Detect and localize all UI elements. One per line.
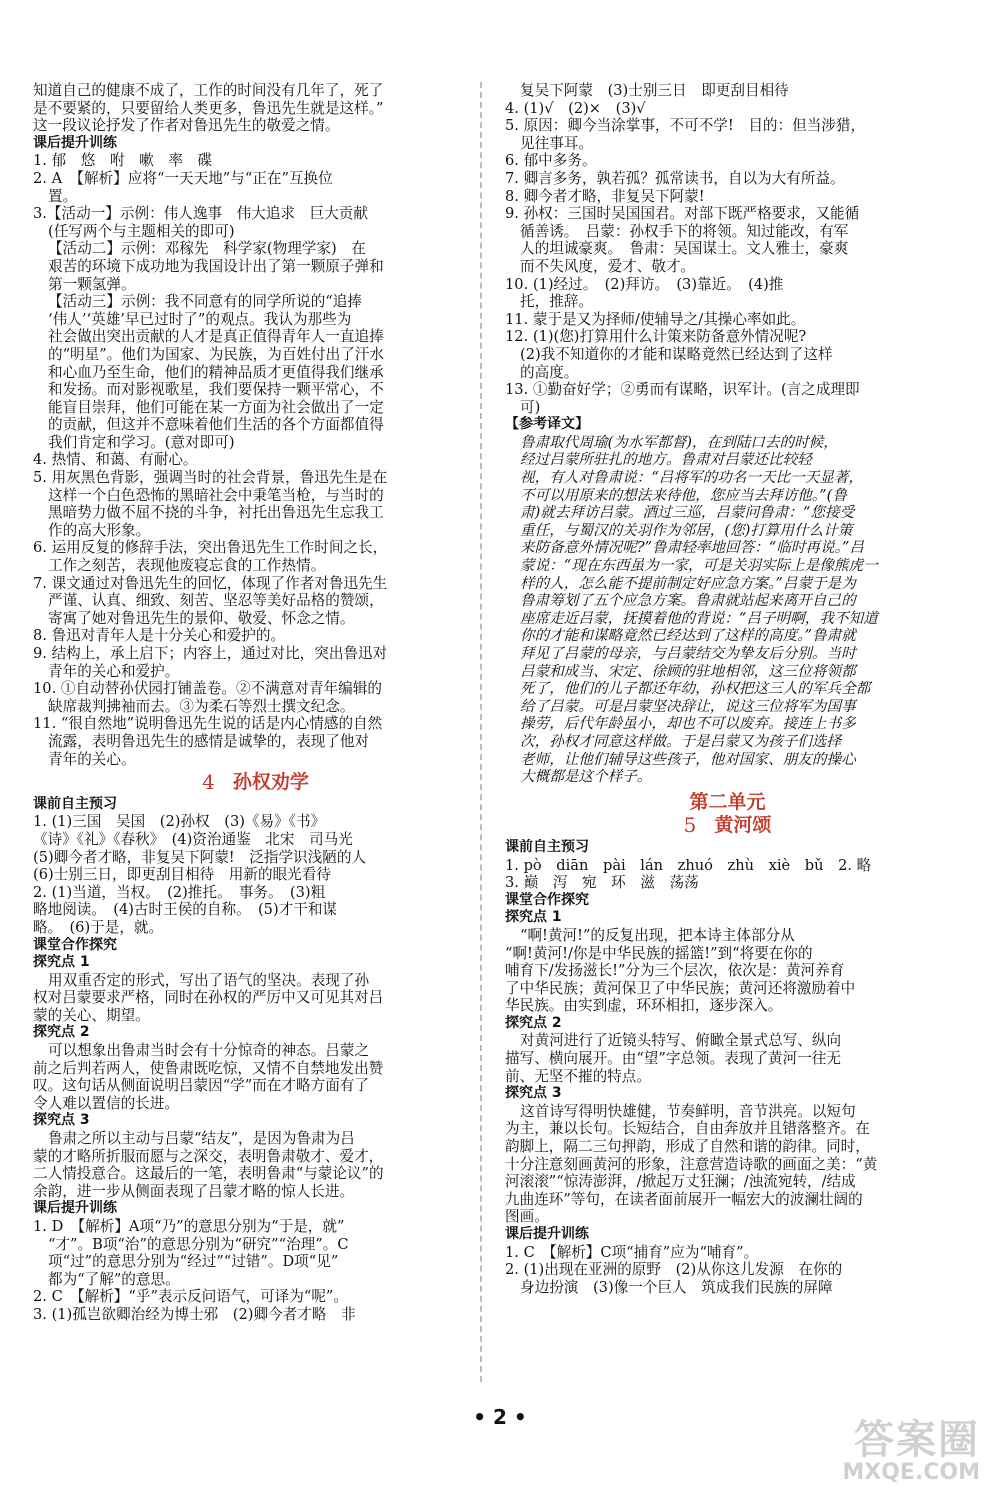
watermark-text: 答案圈 xyxy=(854,1417,980,1463)
answer-line: 韵脚上，隔二三句押韵，形成了自然和谐的韵律。同时， xyxy=(505,1138,870,1156)
translation-line: 座席走近吕蒙，抚摸着他的背说：“吕子明啊，我不知道 xyxy=(520,609,878,627)
answer-line: 图画。 xyxy=(505,1208,549,1226)
translation-line: 操劳，后代年龄虽小，却也不可以废弃。接连上书多 xyxy=(520,715,856,733)
answer-line: 9. 结构上，承上启下；内容上，通过对比，突出鲁迅对 xyxy=(33,645,388,662)
section-heading: 探究点 3 xyxy=(33,1112,90,1129)
answer-line: 4. 热情、和蔼、有耐心。 xyxy=(33,451,198,469)
answer-line-continued: 第一颗氢弹。 xyxy=(48,275,136,293)
answer-line-continued: 艰苦的环境下成功地为我国设计出了第一颗原子弹和 xyxy=(48,257,384,275)
answer-line-continued: 作的高大形象。 xyxy=(48,521,151,539)
answer-line-continued: 复吴下阿蒙 (3)士别三日 即更刮目相待 xyxy=(520,82,789,99)
answer-line-continued: 工作之刻苦，表现他废寝忘食的工作热情。 xyxy=(48,557,326,575)
answer-line-continued: 【活动二】示例：邓稼先 科学家(物理学家) 在 xyxy=(48,240,366,258)
translation-line: 蒙说：“现在东西虽为一家，可是关羽实际上是像熊虎一 xyxy=(520,557,878,575)
answer-line: 3. (1)孤岂欲卿治经为博士邪 (2)卿今者才略 非 xyxy=(33,1305,356,1323)
translation-line: 死了，他们的儿子都还年幼，孙权把这三人的军兵全都 xyxy=(520,680,871,698)
answer-line-continued: 能盲目崇拜，他们可能在某一方面为社会做出了一定 xyxy=(48,398,384,416)
answer-line-continued: 和发扬。而对影视歌星，我们要保持一颗平常心，不 xyxy=(48,381,384,399)
page-number: • 2 • xyxy=(473,1405,527,1429)
answer-line: 蒙的才略所折服而愿与之深交，表明鲁肃敬才、爱才， xyxy=(33,1147,384,1165)
answer-line-continued: 托，推辞。 xyxy=(520,293,593,311)
answer-line-continued: 而不失风度，爱才、敬才。 xyxy=(520,257,696,275)
answer-line: 权对吕蒙要求严格，同时在孙权的严厉中又可见其对吕 xyxy=(33,989,384,1007)
translation-line: 不可以用原来的想法来待他，您应当去拜访他。”(鲁 xyxy=(520,486,847,504)
answer-line-continued: 对黄河进行了近镜头特写、俯瞰全景式总写、纵向 xyxy=(520,1032,842,1050)
answer-line-continued: 可) xyxy=(520,398,541,416)
answer-line-continued: 用双重否定的形式，写出了语气的坚决。表现了孙 xyxy=(48,971,370,989)
answer-line-continued: 寄寓了她对鲁迅先生的景仰、敬爱、怀念之情。 xyxy=(48,609,355,627)
answer-line-continued: 的高度。 xyxy=(520,363,579,381)
answer-line-continued: 流露，表明鲁迅先生的感情是诚挚的，表现了他对 xyxy=(48,732,370,750)
answer-line: 叹。这句话从侧面说明吕蒙因“学”而在才略方面有了 xyxy=(33,1077,369,1095)
section-heading: 课前自主预习 xyxy=(33,795,117,812)
section-heading: 探究点 2 xyxy=(33,1024,90,1041)
translation-line: 鲁肃取代周瑜(为水军都督)，在到陆口去的时候， xyxy=(520,433,838,451)
answer-line-continued: 可以想象出鲁肃当时会有十分惊奇的神态。吕蒙之 xyxy=(48,1042,370,1060)
lesson-number: 5 xyxy=(683,813,697,838)
answer-line: 1. pò diān pài lán zhuó zhù xiè bǔ 2. 略 xyxy=(505,856,872,874)
translation-line: 鲁肃筹划了五个应急方案。鲁肃就站起来离开自己的 xyxy=(520,592,856,610)
answer-line: 6. 运用反复的修辞手法，突出鲁迅先生工作时间之长， xyxy=(33,539,388,557)
watermark-logo xyxy=(810,1408,980,1488)
section-heading: 课前自主预习 xyxy=(505,838,589,855)
unit-title: 第二单元 xyxy=(689,790,766,813)
answer-line: 前之后判若两人，使鲁肃既吃惊，又情不自禁地发出赞 xyxy=(33,1059,384,1077)
answer-line-continued: 黑暗势力做不屈不挠的斗争，衬托出鲁迅先生忘我工 xyxy=(48,504,384,522)
answer-line: 略地阅读。 (4)古时王侯的自称。 (5)才干和谋 xyxy=(33,901,338,919)
answer-line: 了中华民族；黄河保卫了中华民族；黄河还将激励着中 xyxy=(505,979,856,997)
answer-line: 1. D 【解析】A项“乃”的意思分别为“于是，就” xyxy=(33,1218,345,1235)
translation-line: 大概都是这个样子。 xyxy=(520,768,652,786)
answer-line-continued: 都为“了解”的意思。 xyxy=(48,1270,180,1288)
answer-line: 二人情投意合。这最后的一笔，表明鲁肃“与蒙论议”的 xyxy=(33,1165,384,1183)
answer-line: 华民族。由实到虚，环环相扣，逐步深入。 xyxy=(505,997,783,1015)
answer-line-continued: 【活动三】示例：我不同意有的同学所说的“追捧 xyxy=(48,293,362,311)
answer-line: 九曲连环”等句，在读者面前展开一幅宏大的波澜壮阔的 xyxy=(505,1190,863,1208)
answer-line: 前、无坚不摧的特点。 xyxy=(505,1067,651,1085)
answer-line: 5. 用灰黑色背影，强调当时的社会背景，鲁迅先生是在 xyxy=(33,469,388,487)
answer-line: 哺育下/发扬滋长!”分为三个层次，依次是：黄河养育 xyxy=(505,962,845,980)
answer-line: 9. 孙权：三国时吴国国君。对部下既严格要求，又能循 xyxy=(505,205,860,223)
answer-line-continued: 青年的关心。 xyxy=(48,750,136,768)
answer-line: 十分注意刻画黄河的形象，注意营造诗歌的画面之美：“黄 xyxy=(505,1155,878,1173)
answer-line: 2. (1)当道，当权。 (2)推托。 事务。 (3)粗 xyxy=(33,883,326,901)
section-heading: 探究点 1 xyxy=(33,954,90,971)
answer-line: 8. 鲁迅对青年人是十分关心和爱护的。 xyxy=(33,627,286,645)
answer-line-continued: (2)我不知道你的才能和谋略竟然已经达到了这样 xyxy=(520,345,833,363)
translation-line: 经过吕蒙所驻扎的地方。鲁肃对吕蒙还比较轻 xyxy=(520,451,812,469)
answer-line-continued: 置。 xyxy=(48,187,78,205)
answer-line: 7. 课文通过对鲁迅先生的回忆，体现了作者对鲁迅先生 xyxy=(33,574,388,592)
answer-line: 6. 郁中多务。 xyxy=(505,152,597,170)
answer-line: 略。 (6)于是，就。 xyxy=(33,918,164,936)
answer-line: (5)卿今者才略，非复吴下阿蒙! 泛指学识浅陋的人 xyxy=(33,848,367,866)
answer-line-continued: 见往事耳。 xyxy=(520,134,593,152)
translation-line: 来防备意外情况呢?”鲁肃轻率地回答：“临时再说。”吕 xyxy=(520,539,864,557)
answer-line: 蒙的关心、期望。 xyxy=(33,1006,150,1024)
answer-line-continued: 循善诱。 吕蒙：孙权手下的将领。知过能改，有军 xyxy=(520,222,849,240)
answer-line: 知道自己的健康不成了，工作的时间没有几年了，死了 xyxy=(33,82,384,99)
answer-line-continued: 严谨、认真、细致、刻苦、坚忍等美好品格的赞颂， xyxy=(48,592,384,610)
answer-line-continued: 青年的关心和爱护。 xyxy=(48,662,180,680)
translation-line: 肃)就去拜访吕蒙。酒过三巡，吕蒙问鲁肃：“您接受 xyxy=(520,504,855,522)
right-column xyxy=(505,82,950,1296)
answer-line: 令人难以置信的长进。 xyxy=(33,1094,179,1112)
answer-line: 7. 卿言多务，孰若孤？孤常读书，自以为大有所益。 xyxy=(505,169,845,187)
section-heading: 探究点 1 xyxy=(505,909,562,926)
answer-line: 11. 蒙于是又为择师/使辅导之/其操心率如此。 xyxy=(505,310,806,328)
translation-line: 样的人，怎么能不提前制定好应急方案。”吕蒙于是为 xyxy=(520,574,856,592)
answer-line-continued: 人的坦诚豪爽。 鲁肃：吴国谋士。文人雅士，豪爽 xyxy=(520,240,849,258)
answer-line-continued: 缺席裁判拂袖而去。③为柔石等烈士撰文纪念。 xyxy=(48,697,355,715)
answer-line: 描写、横向展开。由“望”字总领。表现了黄河一往无 xyxy=(505,1050,841,1068)
answer-line-continued: (任写两个与主题相关的即可) xyxy=(48,222,235,240)
translation-line: 次，孙权才同意这样做。于是吕蒙又为孩子们选择 xyxy=(520,732,842,750)
answer-line: 8. 卿今者才略，非复吴下阿蒙! xyxy=(505,187,705,205)
section-heading: 课后提升训练 xyxy=(505,1226,589,1242)
answer-line-continued: ‘伟人’‘英雄’早已过时了”的观点。我认为那些为 xyxy=(48,310,352,328)
answer-line-continued: 的“明星”。他们为国家、为民族，为百姓付出了汗水 xyxy=(48,345,384,363)
answer-line-continued: “啊!黄河!”的反复出现，把本诗主体部分从 xyxy=(520,926,795,944)
answer-line: 这一段议论抒发了作者对鲁迅先生的敬爱之情。 xyxy=(33,117,340,135)
answer-line: 3. 巅 泻 宛 环 滋 荡荡 xyxy=(505,874,699,892)
lesson-title xyxy=(505,813,950,838)
section-heading: 【参考译文】 xyxy=(505,416,589,433)
section-heading: 探究点 3 xyxy=(505,1085,562,1102)
answer-line-continued: “才”。B项“治”的意思分别为“研究”“治理”。C xyxy=(48,1235,349,1253)
answer-line: “啊!黄河!/你是中华民族的摇篮!”到“将要在你的 xyxy=(505,944,813,962)
answer-line-continued: 鲁肃之所以主动与吕蒙“结友”，是因为鲁肃为吕 xyxy=(48,1130,355,1148)
lesson-name: 孙权劝学 xyxy=(232,771,309,794)
answer-line-continued: 和心血乃至生命，他们的精神品质才更值得我们继承 xyxy=(48,363,384,381)
answer-line: 3.【活动一】示例：伟人逸事 伟大追求 巨大贡献 xyxy=(33,205,368,223)
answer-line-continued: 我们肯定和学习。(意对即可) xyxy=(48,433,235,451)
answer-line: 是不要紧的，只要留给人类更多，鲁迅先生就是这样。” xyxy=(33,99,384,117)
answer-line-continued: 这首诗写得明快雄健，节奏鲜明，音节洪亮。以短句 xyxy=(520,1102,856,1120)
answer-line-continued: 这样一个白色恐怖的黑暗社会中秉笔当枪，与当时的 xyxy=(48,486,384,504)
answer-line: 2. A 【解析】应将“一天天地”与“正在”互换位 xyxy=(33,169,333,187)
answer-line: 1. 郁 悠 咐 嗽 率 碟 xyxy=(33,152,213,170)
answer-line: 5. 原因：卿今当涂掌事，不可不学! 目的：但当涉猎， xyxy=(505,117,866,135)
section-heading: 课后提升训练 xyxy=(33,1200,117,1217)
left-column xyxy=(33,82,478,1324)
answer-line: 河滚滚”“惊涛澎湃，/掀起万丈狂澜；/浊流宛转，/结成 xyxy=(505,1173,856,1191)
lesson-title xyxy=(33,770,478,795)
lesson-number: 4 xyxy=(202,770,215,795)
answer-line: 1. (1)三国 吴国 (2)孙权 (3)《易》《书》 xyxy=(33,813,326,831)
answer-line-continued: 的贡献，但这并不意味着他们生活的各个方面都值得 xyxy=(48,416,384,434)
answer-line: 1. C 【解析】C项“捕育”应为“哺育”。 xyxy=(505,1243,759,1261)
answer-line-continued: 身边扮演 (3)像一个巨人 筑成我们民族的屏障 xyxy=(520,1278,833,1296)
section-heading: 课堂合作探究 xyxy=(33,936,117,953)
translation-line: 吕蒙和成当、宋定、徐顾的驻地相邻，这三位将领都 xyxy=(520,662,856,680)
translation-line: 拜见了吕蒙的母亲，与吕蒙结交为挚友后分别。当时 xyxy=(520,645,856,662)
answer-line: 2. C 【解析】“乎”表示反问语气，可译为“呢”。 xyxy=(33,1288,348,1306)
answer-line: 11. “很自然地”说明鲁迅先生说的话是内心情感的自然 xyxy=(33,715,383,733)
translation-line: 重任，与蜀汉的关羽作为邻居，(您)打算用什么计策 xyxy=(520,521,853,539)
section-heading: 探究点 2 xyxy=(505,1014,562,1031)
translation-line: 你的才能和谋略竟然已经达到了这样的高度。”鲁肃就 xyxy=(520,627,856,645)
section-heading: 课堂合作探究 xyxy=(505,891,589,908)
translation-line: 给了吕蒙。可是吕蒙坚决辞让，说这三位将军为国事 xyxy=(520,697,856,715)
answer-line-continued: 社会做出突出贡献的人才是真正值得青年人一直追捧 xyxy=(48,328,384,346)
translation-line: 老师，让他们辅导这些孩子，他对国家、朋友的操心 xyxy=(520,750,856,768)
answer-line: 《诗》《礼》《春秋》 (4)资治通鉴 北宋 司马光 xyxy=(33,830,353,848)
answer-line: 4. (1)√ (2)× (3)√ xyxy=(505,99,646,117)
answer-line: 10. ①自动替孙伏园打铺盖卷。②不满意对青年编辑的 xyxy=(33,680,382,698)
answer-line: 13. ①勤奋好学；②勇而有谋略，识军计。(言之成理即 xyxy=(505,381,860,399)
section-heading: 课后提升训练 xyxy=(33,134,117,151)
watermark-url: MXQE.COM xyxy=(842,1460,980,1485)
answer-line: 为主，兼以长句。长短结合，自由奔放并且错落整齐。在 xyxy=(505,1120,870,1138)
lesson-name: 黄河颂 xyxy=(714,814,772,837)
answer-line-continued: 项“过”的意思分别为“经过”“过错”。D项“见” xyxy=(48,1253,339,1271)
answer-line: 10. (1)经过。 (2)拜访。 (3)靠近。 (4)推 xyxy=(505,275,784,293)
answer-line: 余韵，进一步从侧面表现了吕蒙才略的惊人长进。 xyxy=(33,1182,355,1200)
answer-line: 12. (1)(您)打算用什么计策来防备意外情况呢? xyxy=(505,328,807,346)
translation-line: 视，有人对鲁肃说：“吕将军的功名一天比一天显著， xyxy=(520,469,864,487)
column-divider xyxy=(480,82,482,1382)
answer-line: (6)士别三日，即更刮目相待 用新的眼光看待 xyxy=(33,866,331,884)
answer-line: 2. (1)出现在亚洲的原野 (2)从你这儿发源 在你的 xyxy=(505,1261,843,1279)
